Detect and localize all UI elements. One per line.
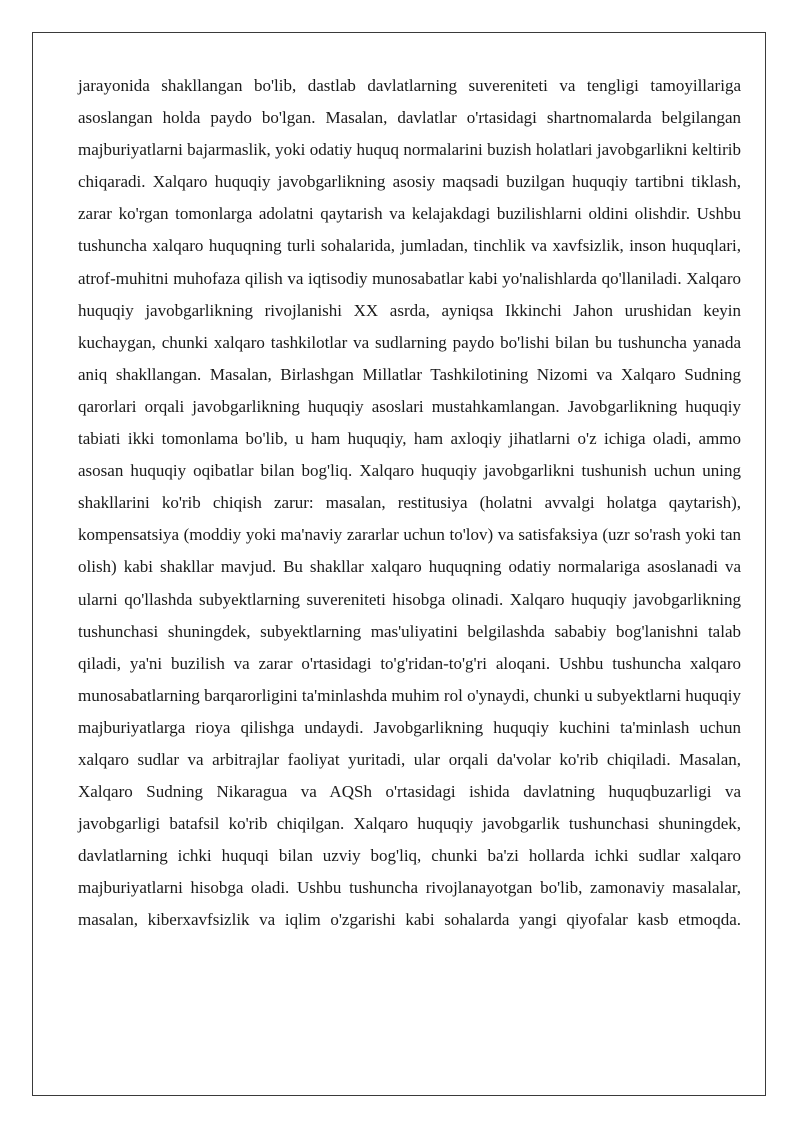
- body-paragraph: jarayonida shakllangan bo'lib, dastlab davlatlarning suvereniteti va tengligi tamoyillariga asoslangan holda paydo bo'lgan. Masalan, davlatlar o'rtasidagi shartnomalarda belgilangan majburiyatlarni bajarmaslik, yoki odatiy huquq normalarini buzish holatlari javobgarlikni keltirib chiqaradi. Xalqaro huquqiy javobgarlikning asosiy maqsadi buzilgan huquqiy tartibni tiklash, zarar ko'rgan tomonlarga adolatni qaytarish va kelajakdagi buzilishlarni oldini olishdir. Ushbu tushuncha xalqaro huquqning turli sohalarida, jumladan, tinchlik va xavfsizlik, inson huquqlari, atrof-muhitni muhofaza qilish va iqtisodiy munosabatlar kabi yo'nalishlarda qo'llaniladi. Xalqaro huquqiy javobgarlikning rivojlanishi XX asrda, ayniqsa Ikkinchi Jahon urushidan keyin kuchaygan, chunki xalqaro tashkilotlar va sudlarning paydo bo'lishi bilan bu tushuncha yanada aniq shakllangan. Masalan, Birlashgan Millatlar Tashkilotining Nizomi va Xalqaro Sudning qarorlari orqali javobgarlikning huquqiy asoslari mustahkamlangan. Javobgarlikning huquqiy tabiati ikki tomonlama bo'lib, u ham huquqiy, ham axloqiy jihatlarni o'z ichiga oladi, ammo asosan huquqiy oqibatlar bilan bog'liq. Xalqaro huquqiy javobgarlikni tushunish uchun uning shakllarini ko'rib chiqish zarur: masalan, restitusiya (holatni avvalgi holatga qaytarish), kompensatsiya (moddiy yoki ma'naviy zararlar uchun to'lov) va satisfaksiya (uzr so'rash yoki tan olish) kabi shakllar mavjud. Bu shakllar xalqaro huquqning odatiy normalariga asoslanadi va ularni qo'llashda subyektlarning suvereniteti hisobga olinadi. Xalqaro huquqiy javobgarlikning tushunchasi shuningdek, subyektlarning mas'uliyatini belgilashda sababiy bog'lanishni talab qiladi, ya'ni buzilish va zarar o'rtasidagi to'g'ridan-to'g'ri aloqani. Ushbu tushuncha xalqaro munosabatlarning barqarorligini ta'minlashda muhim rol o'ynaydi, chunki u subyektlarni huquqiy majburiyatlarga rioya qilishga undaydi. Javobgarlikning huquqiy kuchini ta'minlash uchun xalqaro sudlar va arbitrajlar faoliyat yuritadi, ular orqali da'volar ko'rib chiqiladi. Masalan, Xalqaro Sudning Nikaragua va AQSh o'rtasidagi ishida davlatning huquqbuzarligi va javobgarligi batafsil ko'rib chiqilgan. Xalqaro huquqiy javobgarlik tushunchasi shuningdek, davlatlarning ichki huquqi bilan uzviy bog'liq, chunki ba'zi hollarda ichki sudlar xalqaro majburiyatlarni hisobga oladi. Ushbu tushuncha rivojlanayotgan bo'lib, zamonaviy masalalar, masalan, kiberxavfsizlik va iqlim o'zgarishi kabi sohalarda yangi qiyofalar kasb etmoqda.: [78, 76, 741, 930]
